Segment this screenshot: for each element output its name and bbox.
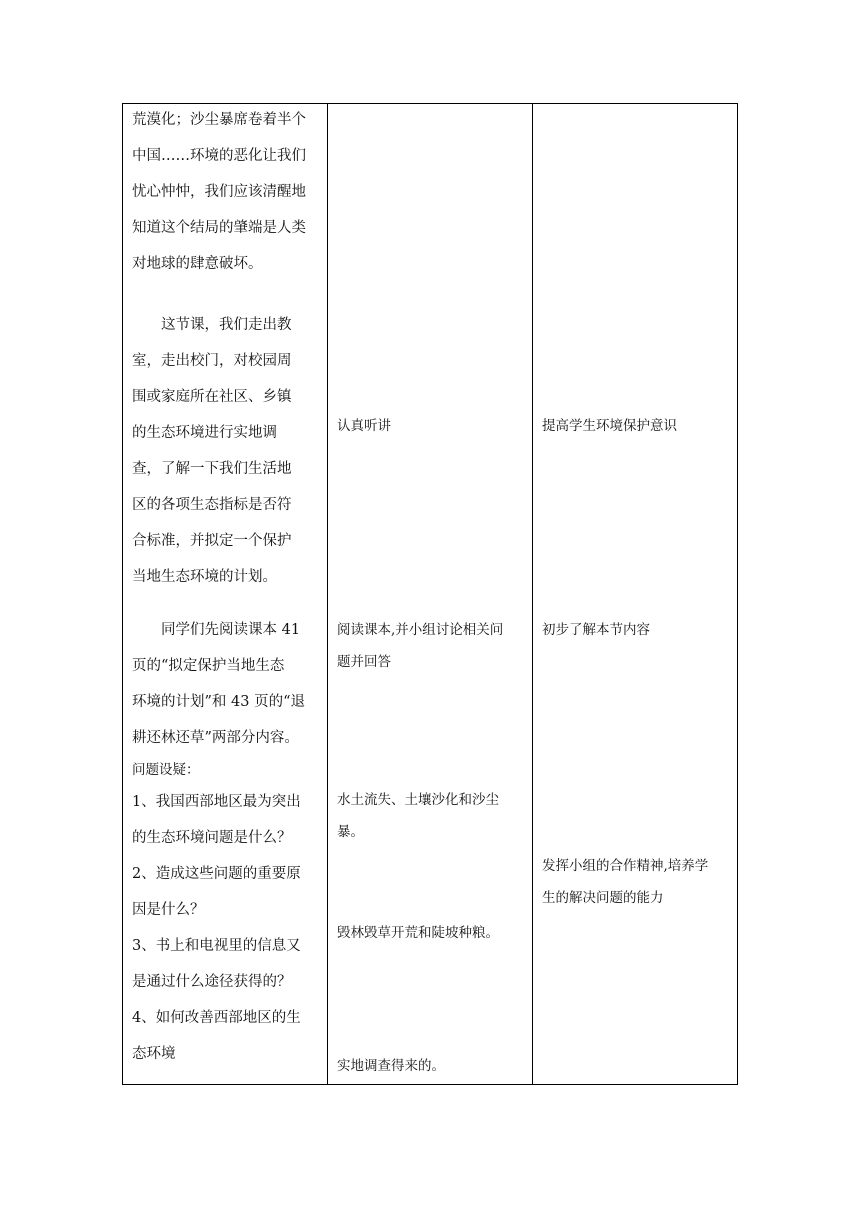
teacher-text-para1: 荒漠化；沙尘暴席卷着半个 中国……环境的恶化让我们 忧心忡忡，我们应该清醒地 知道这个结局的肇端是人类 对地球的肆意破坏。	[132, 112, 306, 272]
teacher-text-para3: 同学们先阅读课本 41 页的“拟定保护当地生态 环境的计划”和 43 页的“退 耕还林还草”两部分内容。	[132, 622, 305, 746]
lesson-table	[122, 103, 738, 1085]
teacher-text-para2: 这节课，我们走出教 室，走出校门，对校园周 围或家庭所在社区、乡镇 的生态环境进行实地调 查，了解一下我们生活地 区的各项生态指标是否符 合标准，并拟定一个保护 当地生态环境的计划。	[132, 317, 292, 585]
question-heading: 问题设疑：	[132, 762, 200, 778]
student-answer-3: 实地调查得来的。	[337, 1058, 445, 1074]
student-listen: 认真听讲	[337, 418, 391, 434]
intent-1: 提高学生环境保护意识	[542, 418, 677, 434]
intent-3: 发挥小组的合作精神,培养学 生的解决问题的能力	[542, 858, 709, 906]
question-section: 问题设疑： 1、我国西部地区最为突出 的生态环境问题是什么？ 2、造成这些问题的重要原 因是什么？ 3、书上和电视里的信息又 是通过什么途径获得的？ 4、如何改善西部地区的生 态环境	[132, 756, 327, 1072]
student-answer-2: 毁林毁草开荒和陡坡种粮。	[337, 925, 499, 941]
column-divider-1	[327, 104, 328, 1084]
student-answer-1: 水土流失、土壤沙化和沙尘 暴。	[337, 792, 499, 840]
column-divider-2	[532, 104, 533, 1084]
student-read: 阅读课本,并小组讨论相关问 题并回答	[337, 622, 504, 670]
intent-2: 初步了解本节内容	[542, 622, 650, 638]
